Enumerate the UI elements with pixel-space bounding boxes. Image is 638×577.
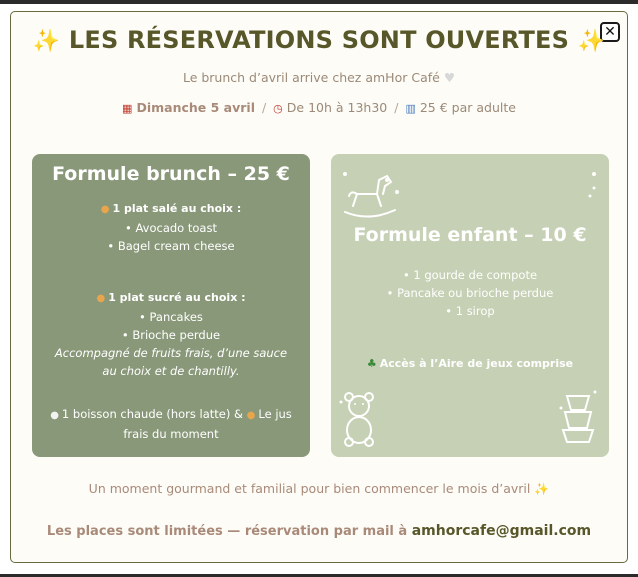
title-text: LES RÉSERVATIONS SONT OUVERTES bbox=[68, 26, 570, 54]
limited-text: Les places sont limitées — réservation par mail à bbox=[46, 524, 408, 539]
subtitle bbox=[11, 70, 627, 85]
list-item: • Brioche perdue bbox=[121, 328, 221, 342]
list-item: • Bagel cream cheese bbox=[107, 239, 235, 253]
event-price: 25 € par adulte bbox=[419, 100, 516, 115]
list-item: • Pancakes bbox=[139, 310, 203, 324]
clover-icon: ♣ bbox=[366, 357, 377, 370]
list-item: • 1 sirop bbox=[445, 304, 495, 318]
drink-text: 1 boisson chaude (hors latte) & bbox=[61, 407, 243, 421]
sparkle-icon: ✨ bbox=[534, 482, 550, 496]
kids-title: Formule enfant – 10 € bbox=[353, 224, 587, 246]
coffee-icon: ● bbox=[50, 410, 59, 421]
sweet-heading: ● 1 plat sucré au choix : bbox=[96, 291, 246, 304]
email-link[interactable]: amhorcafe@gmail.com bbox=[411, 523, 592, 539]
kids-items bbox=[331, 266, 609, 320]
savory-section bbox=[32, 199, 310, 255]
event-info bbox=[11, 100, 627, 115]
separator: / bbox=[394, 100, 399, 115]
bread-icon: ● bbox=[100, 204, 110, 215]
page-title bbox=[11, 26, 627, 54]
clock-icon: ◷ bbox=[273, 102, 283, 115]
reservation-note bbox=[11, 523, 627, 539]
heart-icon: ♥ bbox=[443, 70, 456, 85]
pancake-icon: ● bbox=[96, 293, 106, 304]
event-hours: De 10h à 13h30 bbox=[286, 100, 388, 115]
money-icon: ▥ bbox=[405, 102, 416, 115]
list-item: • Pancake ou brioche perdue bbox=[386, 286, 554, 300]
list-item: • 1 gourde de compote bbox=[402, 268, 538, 282]
window-top-border bbox=[0, 0, 638, 4]
tagline bbox=[11, 481, 627, 496]
brunch-card bbox=[32, 154, 310, 457]
sweet-section bbox=[32, 288, 310, 380]
sweet-note: Accompagné de fruits frais, d’une sauce au choix et de chantilly. bbox=[54, 346, 288, 378]
list-item: • Avocado toast bbox=[125, 221, 217, 235]
juice-text: Le jus frais du moment bbox=[123, 407, 292, 441]
brunch-title: Formule brunch – 25 € bbox=[52, 163, 290, 185]
drink-section bbox=[32, 405, 310, 443]
savory-heading: ● 1 plat salé au choix : bbox=[100, 202, 242, 215]
subtitle-text: Le brunch d’avril arrive chez amHor Café bbox=[182, 70, 440, 85]
star-dots-icon bbox=[586, 170, 602, 200]
tagline-text: Un moment gourmand et familial pour bien commencer le mois d’avril bbox=[88, 481, 531, 496]
event-date: Dimanche 5 avril bbox=[136, 100, 255, 115]
sparkle-icon: ✨ bbox=[577, 29, 606, 54]
kids-card bbox=[331, 154, 609, 457]
rocking-horse-icon bbox=[339, 166, 401, 222]
orange-icon: ● bbox=[246, 410, 256, 421]
separator: / bbox=[261, 100, 267, 115]
close-icon: ✕ bbox=[604, 24, 616, 40]
calendar-icon: ▦ bbox=[122, 102, 133, 115]
reservation-modal bbox=[10, 11, 628, 563]
playground-note: ♣ Accès à l’Aire de jeux comprise bbox=[366, 357, 574, 370]
sparkle-icon: ✨ bbox=[32, 29, 61, 54]
stacked-cups-icon bbox=[555, 386, 601, 446]
teddy-bear-icon bbox=[335, 388, 383, 450]
